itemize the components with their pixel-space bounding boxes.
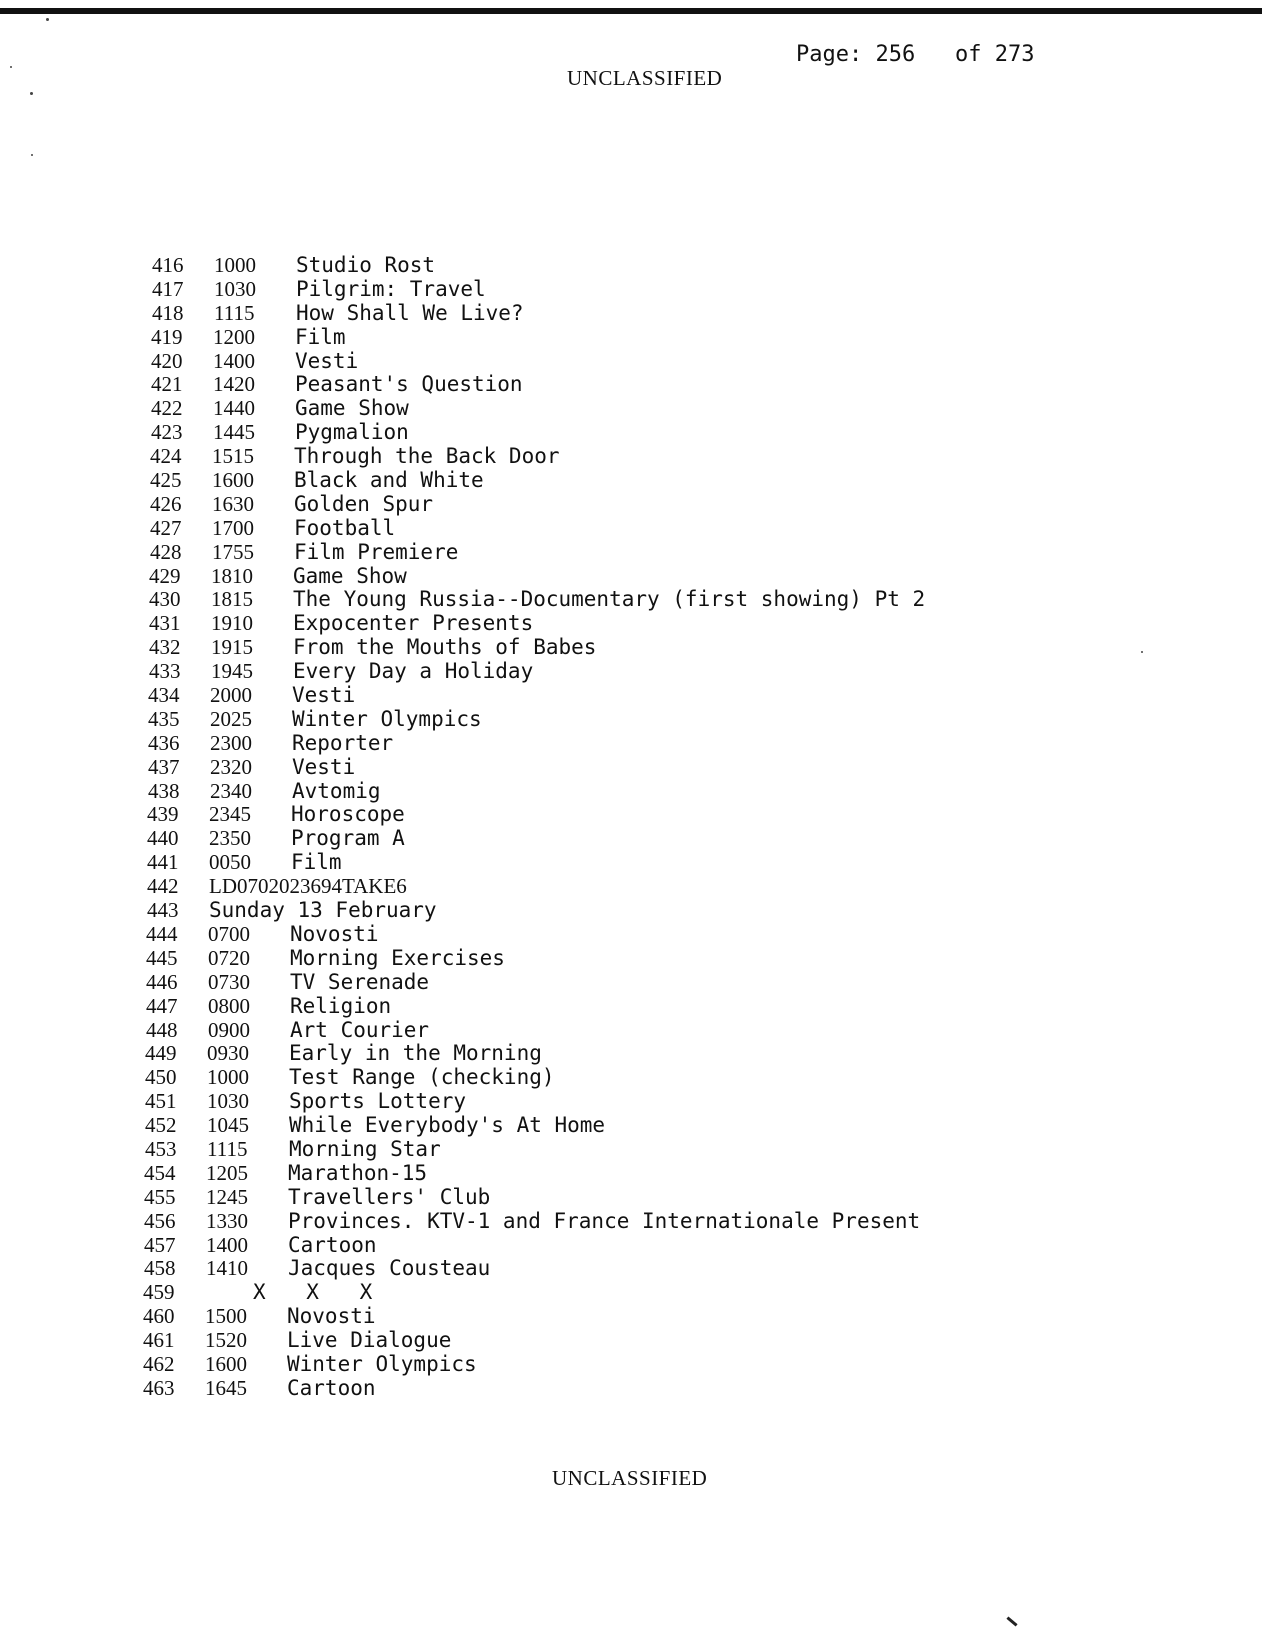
line-number: 449 bbox=[145, 1041, 177, 1066]
program-title: Novosti bbox=[287, 1304, 376, 1329]
broadcast-time: 0900 bbox=[208, 1017, 250, 1042]
line-number: 428 bbox=[150, 539, 182, 564]
list-item bbox=[148, 780, 1192, 804]
page-label: Page: bbox=[796, 42, 863, 67]
list-item bbox=[148, 708, 1192, 732]
line-number: 422 bbox=[151, 396, 183, 421]
broadcast-time: 1945 bbox=[211, 659, 253, 684]
broadcast-time: 1520 bbox=[205, 1328, 247, 1353]
scan-speck bbox=[10, 66, 12, 68]
line-number: 461 bbox=[143, 1328, 175, 1353]
program-title: Winter Olympics bbox=[287, 1351, 477, 1376]
list-item bbox=[152, 278, 1192, 302]
broadcast-time: 1915 bbox=[211, 635, 253, 660]
broadcast-time: 1410 bbox=[206, 1256, 248, 1281]
page-number-line bbox=[796, 42, 1034, 67]
program-title: Peasant's Question bbox=[295, 372, 523, 397]
line-number: 455 bbox=[144, 1184, 176, 1209]
list-item bbox=[148, 756, 1192, 780]
broadcast-time: 2340 bbox=[210, 778, 252, 803]
line-number: 460 bbox=[143, 1304, 175, 1329]
line-number: 452 bbox=[145, 1113, 177, 1138]
line-number: 432 bbox=[149, 635, 181, 660]
line-number: 444 bbox=[146, 921, 178, 946]
program-title: Cartoon bbox=[288, 1232, 377, 1257]
program-title: Marathon-15 bbox=[288, 1160, 428, 1185]
list-item bbox=[151, 373, 1192, 397]
broadcast-time: 2345 bbox=[209, 802, 251, 827]
broadcast-time: 1045 bbox=[207, 1113, 249, 1138]
program-title: Vesti bbox=[292, 754, 356, 779]
list-item bbox=[146, 995, 1192, 1019]
program-title: Expocenter Presents bbox=[293, 611, 534, 636]
program-title: Black and White bbox=[294, 468, 484, 493]
broadcast-time: 1700 bbox=[212, 515, 254, 540]
broadcast-time: 0930 bbox=[207, 1041, 249, 1066]
program-title: How Shall We Live? bbox=[296, 300, 524, 325]
program-title: Cartoon bbox=[287, 1375, 376, 1400]
program-title: While Everybody's At Home bbox=[289, 1113, 606, 1138]
program-title: Sports Lottery bbox=[289, 1089, 467, 1114]
program-title: Film bbox=[295, 324, 346, 349]
line-number: 456 bbox=[144, 1208, 176, 1233]
line-number: 454 bbox=[144, 1160, 176, 1185]
program-title: Travellers' Club bbox=[288, 1184, 491, 1209]
header-classification: UNCLASSIFIED bbox=[567, 66, 723, 90]
program-title: Avtomig bbox=[292, 778, 381, 803]
program-title: Program A bbox=[291, 826, 405, 851]
scan-mark bbox=[1006, 1616, 1017, 1626]
broadcast-time: 1400 bbox=[213, 348, 255, 373]
line-number: 435 bbox=[148, 706, 180, 731]
program-title: Live Dialogue bbox=[287, 1328, 452, 1353]
line-number: 462 bbox=[143, 1351, 175, 1376]
broadcast-time: 1645 bbox=[205, 1375, 247, 1400]
program-title: Art Courier bbox=[290, 1017, 430, 1042]
line-number: 457 bbox=[144, 1232, 176, 1257]
line-number: 447 bbox=[146, 993, 178, 1018]
broadcast-time: 1515 bbox=[212, 444, 254, 469]
list-item bbox=[151, 421, 1192, 445]
list-item bbox=[151, 326, 1192, 350]
line-number: 436 bbox=[148, 730, 180, 755]
line-number: 434 bbox=[148, 683, 180, 708]
list-item bbox=[143, 1305, 1192, 1329]
list-item bbox=[150, 493, 1192, 517]
list-item bbox=[151, 397, 1192, 421]
line-number: 448 bbox=[146, 1017, 178, 1042]
line-number: 437 bbox=[148, 754, 180, 779]
total-pages: 273 bbox=[994, 42, 1035, 67]
broadcast-time: 2025 bbox=[210, 706, 252, 731]
list-item bbox=[145, 1114, 1192, 1138]
broadcast-time: 1420 bbox=[213, 372, 255, 397]
list-item bbox=[149, 612, 1192, 636]
list-item bbox=[150, 469, 1192, 493]
program-title: Jacques Cousteau bbox=[288, 1256, 491, 1281]
program-title: Film Premiere bbox=[294, 539, 459, 564]
broadcast-time: 1000 bbox=[207, 1065, 249, 1090]
line-number: 458 bbox=[144, 1256, 176, 1281]
program-title: Morning Star bbox=[289, 1136, 441, 1161]
list-item bbox=[148, 732, 1192, 756]
list-item bbox=[143, 1353, 1192, 1377]
top-border-rule bbox=[0, 8, 1262, 14]
broadcast-time: 0050 bbox=[209, 850, 251, 875]
broadcast-time: 1030 bbox=[207, 1089, 249, 1114]
section-separator: X X X bbox=[253, 1280, 373, 1305]
line-number: 441 bbox=[147, 850, 179, 875]
line-number: 424 bbox=[150, 444, 182, 469]
program-title: Game Show bbox=[295, 396, 409, 421]
list-item bbox=[144, 1234, 1192, 1258]
line-number: 418 bbox=[152, 300, 184, 325]
line-number: 427 bbox=[150, 515, 182, 540]
line-number: 442 bbox=[147, 874, 179, 899]
list-item bbox=[148, 684, 1192, 708]
line-number: 459 bbox=[143, 1280, 175, 1305]
line-number: 463 bbox=[143, 1375, 175, 1400]
line-number: 430 bbox=[149, 587, 181, 612]
broadcast-time: 1600 bbox=[205, 1351, 247, 1376]
broadcast-time: 1205 bbox=[206, 1160, 248, 1185]
program-title: Vesti bbox=[295, 348, 359, 373]
line-number: 417 bbox=[152, 276, 184, 301]
program-title: Provinces. KTV-1 and France Internationale Present bbox=[288, 1208, 921, 1233]
broadcast-time: 2000 bbox=[210, 683, 252, 708]
line-number: 426 bbox=[150, 491, 182, 516]
list-item bbox=[145, 1066, 1192, 1090]
line-number: 453 bbox=[145, 1136, 177, 1161]
broadcast-time: 1630 bbox=[212, 491, 254, 516]
broadcast-time: 1115 bbox=[214, 300, 255, 325]
scan-speck bbox=[31, 154, 33, 156]
program-title: Game Show bbox=[293, 563, 407, 588]
broadcast-time: 1330 bbox=[206, 1208, 248, 1233]
broadcast-time: 1030 bbox=[214, 276, 256, 301]
broadcast-time: 1910 bbox=[211, 611, 253, 636]
program-title: Early in the Morning bbox=[289, 1041, 542, 1066]
broadcast-time: 1400 bbox=[206, 1232, 248, 1257]
broadcast-time: 2320 bbox=[210, 754, 252, 779]
broadcast-time: 1245 bbox=[206, 1184, 248, 1209]
broadcast-time: 1445 bbox=[213, 420, 255, 445]
list-item bbox=[146, 1019, 1192, 1043]
list-item bbox=[147, 851, 1192, 875]
broadcast-time: 1810 bbox=[211, 563, 253, 588]
list-item bbox=[145, 1090, 1192, 1114]
list-item bbox=[147, 827, 1192, 851]
list-item bbox=[144, 1210, 1192, 1234]
list-item bbox=[151, 350, 1192, 374]
line-number: 421 bbox=[151, 372, 183, 397]
list-item bbox=[144, 1186, 1192, 1210]
list-item bbox=[149, 588, 1192, 612]
broadcast-time: 1115 bbox=[207, 1136, 248, 1161]
list-item bbox=[150, 445, 1192, 469]
line-number: 425 bbox=[150, 468, 182, 493]
program-title: Every Day a Holiday bbox=[293, 659, 534, 684]
broadcast-time: 1200 bbox=[213, 324, 255, 349]
line-number: 451 bbox=[145, 1089, 177, 1114]
program-title: TV Serenade bbox=[290, 969, 430, 994]
broadcast-time: 1000 bbox=[214, 253, 256, 277]
program-title: Religion bbox=[290, 993, 392, 1018]
broadcast-time: 0800 bbox=[208, 993, 250, 1018]
program-title: From the Mouths of Babes bbox=[293, 635, 597, 660]
list-item bbox=[152, 302, 1192, 326]
list-item bbox=[143, 1281, 1192, 1305]
line-number: 450 bbox=[145, 1065, 177, 1090]
list-item bbox=[146, 923, 1192, 947]
program-title: The Young Russia--Documentary (first showing) Pt 2 bbox=[293, 587, 926, 612]
program-title: Football bbox=[294, 515, 396, 540]
line-number: 419 bbox=[151, 324, 183, 349]
listing-note: LD0702023694TAKE6 bbox=[209, 874, 407, 899]
program-title: Through the Back Door bbox=[294, 444, 560, 469]
broadcast-time: 1500 bbox=[205, 1304, 247, 1329]
list-item bbox=[147, 899, 1192, 923]
line-number: 445 bbox=[146, 945, 178, 970]
line-number: 429 bbox=[149, 563, 181, 588]
list-item bbox=[145, 1042, 1192, 1066]
list-item bbox=[149, 636, 1192, 660]
page-number: 256 bbox=[875, 42, 916, 67]
program-title: Pilgrim: Travel bbox=[296, 276, 486, 301]
list-item bbox=[143, 1329, 1192, 1353]
program-title: Golden Spur bbox=[294, 491, 434, 516]
program-title: Winter Olympics bbox=[292, 706, 482, 731]
list-item bbox=[144, 1257, 1192, 1281]
line-number: 433 bbox=[149, 659, 181, 684]
broadcast-time: 0730 bbox=[208, 969, 250, 994]
line-number: 416 bbox=[152, 253, 184, 277]
list-item bbox=[150, 541, 1192, 565]
list-item bbox=[147, 803, 1192, 827]
program-title: Reporter bbox=[292, 730, 394, 755]
list-item bbox=[149, 660, 1192, 684]
list-item bbox=[146, 947, 1192, 971]
list-item bbox=[143, 1377, 1192, 1401]
list-item bbox=[150, 517, 1192, 541]
program-title: Novosti bbox=[290, 921, 379, 946]
list-item bbox=[146, 971, 1192, 995]
broadcast-time: 1815 bbox=[211, 587, 253, 612]
program-title: Pygmalion bbox=[295, 420, 409, 445]
broadcast-time: 0700 bbox=[208, 921, 250, 946]
listing-note: Sunday 13 February bbox=[209, 898, 437, 923]
program-title: Vesti bbox=[292, 683, 356, 708]
program-title: Film bbox=[291, 850, 342, 875]
program-title: Horoscope bbox=[291, 802, 405, 827]
program-title: Test Range (checking) bbox=[289, 1065, 555, 1090]
of-label: of bbox=[954, 42, 982, 67]
line-number: 438 bbox=[148, 778, 180, 803]
program-title: Studio Rost bbox=[296, 253, 436, 277]
broadcast-time: 2300 bbox=[210, 730, 252, 755]
list-item bbox=[147, 875, 1192, 899]
program-title: Morning Exercises bbox=[290, 945, 505, 970]
broadcast-schedule-list bbox=[143, 253, 1192, 1401]
line-number: 443 bbox=[147, 898, 179, 923]
list-item bbox=[152, 254, 1192, 278]
scan-speck bbox=[30, 92, 33, 95]
line-number: 440 bbox=[147, 826, 179, 851]
scan-speck bbox=[46, 18, 49, 21]
broadcast-time: 1440 bbox=[213, 396, 255, 421]
list-item bbox=[145, 1138, 1192, 1162]
broadcast-time: 2350 bbox=[209, 826, 251, 851]
line-number: 423 bbox=[151, 420, 183, 445]
broadcast-time: 1600 bbox=[212, 468, 254, 493]
footer-classification: UNCLASSIFIED bbox=[552, 1466, 708, 1490]
line-number: 439 bbox=[147, 802, 179, 827]
line-number: 431 bbox=[149, 611, 181, 636]
broadcast-time: 1755 bbox=[212, 539, 254, 564]
list-item bbox=[144, 1162, 1192, 1186]
line-number: 420 bbox=[151, 348, 183, 373]
list-item bbox=[149, 565, 1192, 589]
broadcast-time: 0720 bbox=[208, 945, 250, 970]
line-number: 446 bbox=[146, 969, 178, 994]
